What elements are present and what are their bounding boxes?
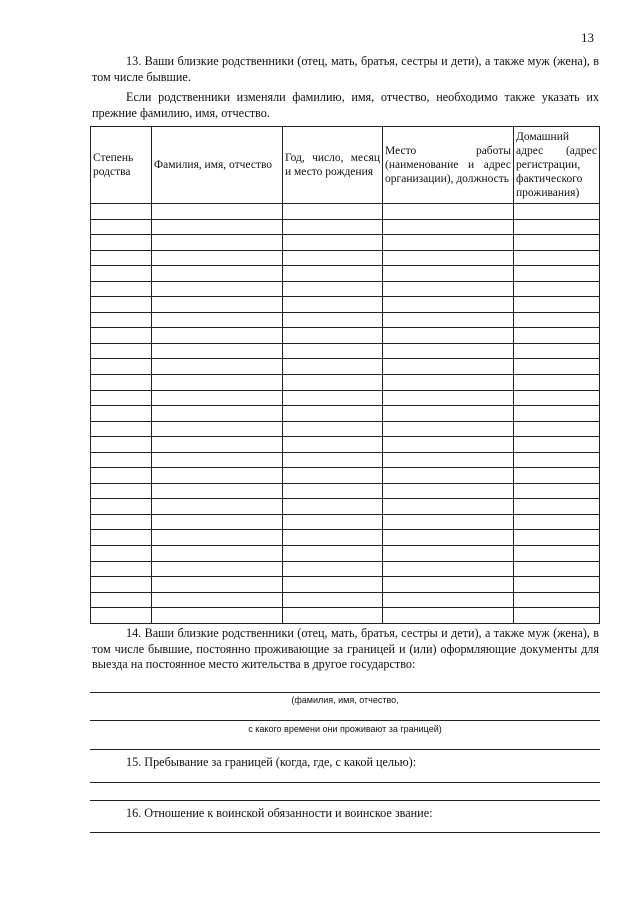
table-cell[interactable] xyxy=(283,204,383,220)
table-cell[interactable] xyxy=(283,468,383,484)
table-cell[interactable] xyxy=(152,204,283,220)
entry-line[interactable] xyxy=(90,720,600,721)
table-cell[interactable] xyxy=(91,437,152,453)
table-cell[interactable] xyxy=(91,390,152,406)
table-cell[interactable] xyxy=(514,608,600,624)
table-cell[interactable] xyxy=(514,514,600,530)
table-row xyxy=(91,452,600,468)
table-cell[interactable] xyxy=(152,592,283,608)
table-cell[interactable] xyxy=(383,281,514,297)
table-cell[interactable] xyxy=(514,592,600,608)
caption-name: (фамилия, имя, отчество, xyxy=(291,695,399,705)
table-cell[interactable] xyxy=(383,592,514,608)
table-cell[interactable] xyxy=(283,219,383,235)
section-15-label: 15. Пребывание за границей (когда, где, с какой целью): xyxy=(126,755,417,769)
table-row xyxy=(91,421,600,437)
table-row xyxy=(91,483,600,499)
section-13-note-text: Если родственники изменяли фамилию, имя, отчество, необходимо также указать их прежние фамилию, имя, отчество. xyxy=(92,90,599,120)
table-cell[interactable] xyxy=(283,250,383,266)
table-cell[interactable] xyxy=(383,577,514,593)
table-cell[interactable] xyxy=(152,577,283,593)
table-cell[interactable] xyxy=(514,499,600,515)
table-cell[interactable] xyxy=(514,530,600,546)
table-cell[interactable] xyxy=(152,281,283,297)
table-cell[interactable] xyxy=(383,204,514,220)
table-cell[interactable] xyxy=(91,343,152,359)
table-row xyxy=(91,530,600,546)
table-row xyxy=(91,235,600,251)
table-cell[interactable] xyxy=(514,561,600,577)
table-row xyxy=(91,499,600,515)
table-row xyxy=(91,328,600,344)
table-row xyxy=(91,468,600,484)
table-cell[interactable] xyxy=(283,328,383,344)
table-cell[interactable] xyxy=(283,577,383,593)
table-cell[interactable] xyxy=(514,281,600,297)
table-cell[interactable] xyxy=(283,421,383,437)
table-cell[interactable] xyxy=(383,437,514,453)
table-row xyxy=(91,250,600,266)
table-cell[interactable] xyxy=(91,546,152,562)
table-row xyxy=(91,343,600,359)
table-cell[interactable] xyxy=(383,608,514,624)
table-cell[interactable] xyxy=(514,452,600,468)
table-cell[interactable] xyxy=(91,359,152,375)
table-header-row xyxy=(91,127,600,204)
table-cell[interactable] xyxy=(152,483,283,499)
table-cell[interactable] xyxy=(514,390,600,406)
table-cell[interactable] xyxy=(383,219,514,235)
table-cell[interactable] xyxy=(283,561,383,577)
table-row xyxy=(91,312,600,328)
table-cell[interactable] xyxy=(514,204,600,220)
table-cell[interactable] xyxy=(383,235,514,251)
table-cell[interactable] xyxy=(283,499,383,515)
table-cell[interactable] xyxy=(152,608,283,624)
table-cell[interactable] xyxy=(383,297,514,313)
table-cell[interactable] xyxy=(383,514,514,530)
table-cell[interactable] xyxy=(514,483,600,499)
table-cell[interactable] xyxy=(91,312,152,328)
table-cell[interactable] xyxy=(383,390,514,406)
relatives-table-body xyxy=(91,204,600,624)
table-cell[interactable] xyxy=(514,328,600,344)
table-row xyxy=(91,592,600,608)
table-cell[interactable] xyxy=(91,235,152,251)
table-cell[interactable] xyxy=(514,546,600,562)
section-13-text: 13. Ваши близкие родственники (отец, мать, братья, сестры и дети), а также муж (жена), в том числе бывшие. xyxy=(92,54,599,84)
table-cell[interactable] xyxy=(383,483,514,499)
table-cell[interactable] xyxy=(91,266,152,282)
table-cell[interactable] xyxy=(152,406,283,422)
table-cell[interactable] xyxy=(152,530,283,546)
entry-line[interactable] xyxy=(90,800,600,801)
table-cell[interactable] xyxy=(91,219,152,235)
table-cell[interactable] xyxy=(152,514,283,530)
table-cell[interactable] xyxy=(383,561,514,577)
page-number: 13 xyxy=(581,30,594,45)
entry-line[interactable] xyxy=(90,782,600,783)
table-cell[interactable] xyxy=(283,297,383,313)
table-row xyxy=(91,608,600,624)
table-row xyxy=(91,390,600,406)
table-cell[interactable] xyxy=(91,297,152,313)
table-cell[interactable] xyxy=(91,421,152,437)
table-cell[interactable] xyxy=(514,437,600,453)
table-cell[interactable] xyxy=(283,266,383,282)
table-cell[interactable] xyxy=(383,250,514,266)
table-cell[interactable] xyxy=(514,219,600,235)
table-cell[interactable] xyxy=(91,204,152,220)
entry-line[interactable] xyxy=(90,749,600,750)
table-cell[interactable] xyxy=(383,546,514,562)
table-cell[interactable] xyxy=(514,297,600,313)
table-row xyxy=(91,406,600,422)
table-cell[interactable] xyxy=(383,375,514,391)
entry-line[interactable] xyxy=(90,692,600,693)
table-cell[interactable] xyxy=(152,297,283,313)
table-cell[interactable] xyxy=(91,406,152,422)
table-cell[interactable] xyxy=(152,437,283,453)
table-cell[interactable] xyxy=(383,499,514,515)
entry-line[interactable] xyxy=(90,832,600,833)
table-cell[interactable] xyxy=(383,530,514,546)
table-cell[interactable] xyxy=(514,266,600,282)
section-14-question xyxy=(92,626,599,673)
table-cell[interactable] xyxy=(91,375,152,391)
table-cell[interactable] xyxy=(283,235,383,251)
header-kinship: Степень родства xyxy=(91,127,152,204)
table-cell[interactable] xyxy=(383,421,514,437)
table-cell[interactable] xyxy=(514,406,600,422)
table-row xyxy=(91,546,600,562)
table-row xyxy=(91,219,600,235)
table-row xyxy=(91,359,600,375)
section-13-question xyxy=(92,54,599,85)
table-cell[interactable] xyxy=(91,561,152,577)
table-cell[interactable] xyxy=(283,375,383,391)
table-row xyxy=(91,561,600,577)
table-cell[interactable] xyxy=(383,406,514,422)
table-cell[interactable] xyxy=(283,546,383,562)
table-cell[interactable] xyxy=(283,312,383,328)
table-cell[interactable] xyxy=(91,530,152,546)
table-cell[interactable] xyxy=(383,343,514,359)
table-cell[interactable] xyxy=(91,281,152,297)
table-cell[interactable] xyxy=(283,452,383,468)
table-cell[interactable] xyxy=(283,359,383,375)
table-cell[interactable] xyxy=(383,452,514,468)
header-workplace: Место работы (наименование и адрес организации), должность xyxy=(383,127,514,204)
table-cell[interactable] xyxy=(152,452,283,468)
table-cell[interactable] xyxy=(152,266,283,282)
table-cell[interactable] xyxy=(152,546,283,562)
table-cell[interactable] xyxy=(514,577,600,593)
table-cell[interactable] xyxy=(283,592,383,608)
table-cell[interactable] xyxy=(514,343,600,359)
table-cell[interactable] xyxy=(91,592,152,608)
table-row xyxy=(91,514,600,530)
table-cell[interactable] xyxy=(283,514,383,530)
relatives-table xyxy=(90,126,600,624)
table-row xyxy=(91,577,600,593)
table-cell[interactable] xyxy=(91,514,152,530)
header-birth: Год, число, месяц и место рождения xyxy=(283,127,383,204)
table-cell[interactable] xyxy=(283,281,383,297)
table-cell[interactable] xyxy=(91,577,152,593)
table-cell[interactable] xyxy=(152,421,283,437)
table-cell[interactable] xyxy=(283,608,383,624)
table-cell[interactable] xyxy=(152,343,283,359)
table-cell[interactable] xyxy=(283,437,383,453)
table-cell[interactable] xyxy=(91,608,152,624)
section-14-text: 14. Ваши близкие родственники (отец, мать, братья, сестры и дети), а также муж (жена), в том числе бывшие, постоянно проживающие за границей и (или) оформляющие документы для выезда на постоянное место жительства в другое государство: xyxy=(92,626,599,671)
table-row xyxy=(91,204,600,220)
table-cell[interactable] xyxy=(283,390,383,406)
table-cell[interactable] xyxy=(152,499,283,515)
table-cell[interactable] xyxy=(514,375,600,391)
table-cell[interactable] xyxy=(283,483,383,499)
table-cell[interactable] xyxy=(514,468,600,484)
table-cell[interactable] xyxy=(91,250,152,266)
table-row xyxy=(91,437,600,453)
table-cell[interactable] xyxy=(152,561,283,577)
table-cell[interactable] xyxy=(383,359,514,375)
table-row xyxy=(91,266,600,282)
table-cell[interactable] xyxy=(383,312,514,328)
table-cell[interactable] xyxy=(91,328,152,344)
table-cell[interactable] xyxy=(383,468,514,484)
section-13-note xyxy=(92,90,599,121)
table-cell[interactable] xyxy=(152,468,283,484)
table-row xyxy=(91,297,600,313)
caption-since: с какого времени они проживают за границей) xyxy=(248,724,442,734)
table-cell[interactable] xyxy=(514,235,600,251)
table-cell[interactable] xyxy=(152,390,283,406)
table-cell[interactable] xyxy=(91,468,152,484)
table-cell[interactable] xyxy=(91,499,152,515)
table-cell[interactable] xyxy=(152,375,283,391)
table-cell[interactable] xyxy=(152,250,283,266)
table-cell[interactable] xyxy=(91,483,152,499)
table-cell[interactable] xyxy=(152,359,283,375)
table-cell[interactable] xyxy=(152,328,283,344)
table-cell[interactable] xyxy=(152,235,283,251)
table-cell[interactable] xyxy=(283,406,383,422)
table-cell[interactable] xyxy=(514,359,600,375)
header-full-name: Фамилия, имя, отчество xyxy=(152,127,283,204)
table-row xyxy=(91,375,600,391)
header-home-address: Домашний адрес (адрес регистрации, фактического проживания) xyxy=(514,127,600,204)
table-cell[interactable] xyxy=(514,421,600,437)
table-cell[interactable] xyxy=(514,250,600,266)
table-cell[interactable] xyxy=(152,219,283,235)
section-16-label: 16. Отношение к воинской обязанности и воинское звание: xyxy=(126,806,433,820)
table-cell[interactable] xyxy=(283,530,383,546)
table-row xyxy=(91,281,600,297)
table-cell[interactable] xyxy=(383,328,514,344)
table-cell[interactable] xyxy=(152,312,283,328)
table-cell[interactable] xyxy=(91,452,152,468)
table-cell[interactable] xyxy=(383,266,514,282)
table-cell[interactable] xyxy=(514,312,600,328)
table-cell[interactable] xyxy=(283,343,383,359)
